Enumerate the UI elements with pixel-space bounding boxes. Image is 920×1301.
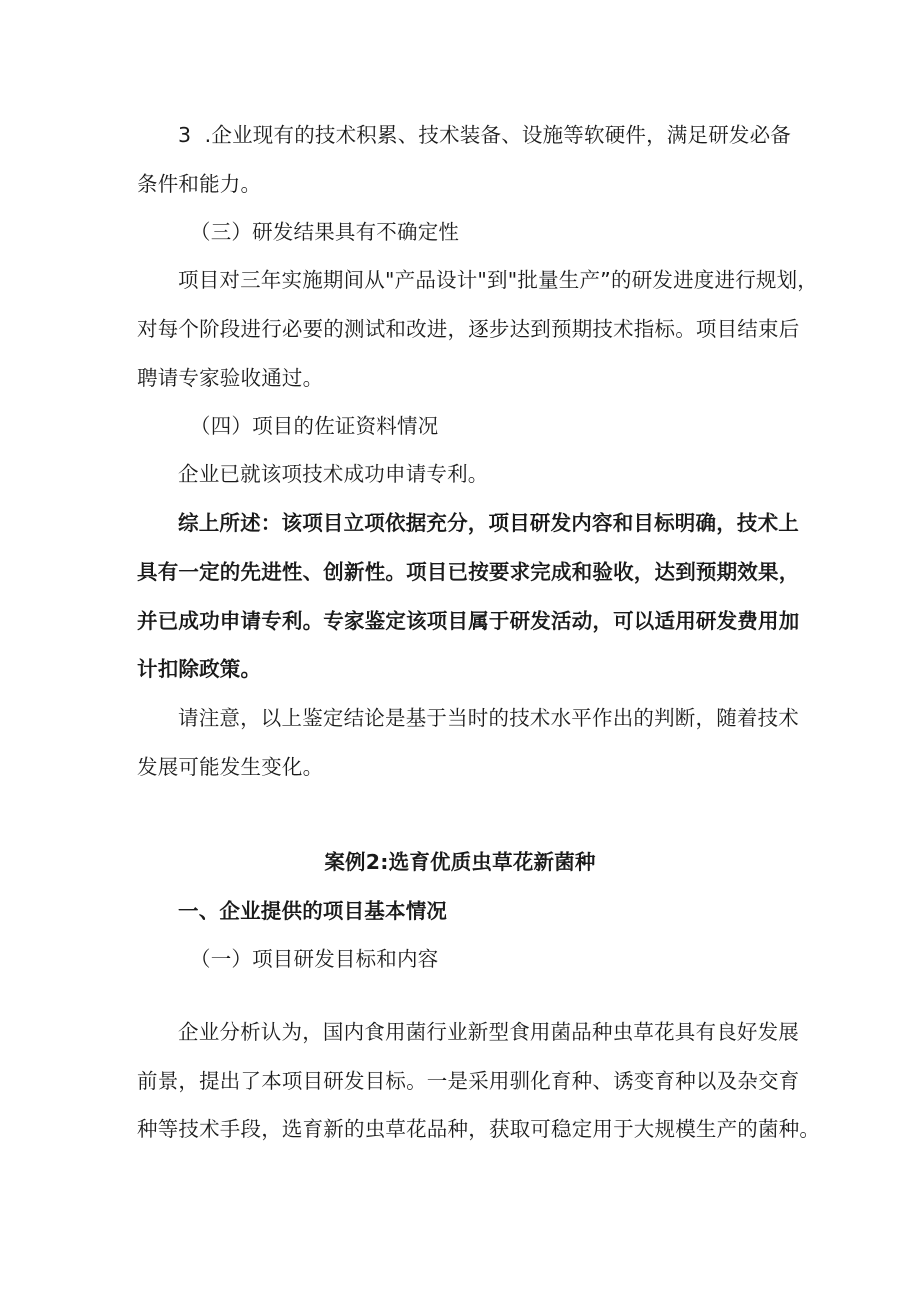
case2-section-heading: 一、企业提供的项目基本情况: [178, 899, 448, 923]
case2-sub-heading: （一）项目研发目标和内容: [190, 947, 439, 971]
summary-line4: 计扣除政策。: [137, 657, 262, 681]
case2-para-line1: 企业分析认为，国内食用菌行业新型食用菌品种虫草花具有良好发展: [178, 1020, 799, 1044]
note-line2: 发展可能发生变化。: [137, 755, 324, 779]
para3-line3: 聘请专家验收通过。: [137, 366, 324, 390]
summary-line2: 具有一定的先进性、创新性。项目已按要求完成和验收，达到预期效果，: [137, 560, 800, 584]
summary-line3: 并已成功申请专利。专家鉴定该项目属于研发活动，可以适用研发费用加: [137, 609, 800, 633]
item3-line2: 条件和能力。: [137, 172, 262, 196]
note-line1: 请注意，以上鉴定结论是基于当时的技术水平作出的判断，随着技术: [178, 706, 799, 730]
para4-line1: 企业已就该项技术成功申请专利。: [178, 462, 489, 486]
item3-line1: 3 .企业现有的技术积累、技术装备、设施等软硬件，满足研发必备: [178, 123, 791, 147]
para3-line2: 对每个阶段进行必要的测试和改进，逐步达到预期技术指标。项目结束后: [137, 317, 800, 341]
case2-title: 案例2:选育优质虫草花新菌种: [324, 850, 596, 874]
case2-para-line3: 种等技术手段，选育新的虫草花品种，获取可稳定用于大规模生产的菌种。: [137, 1117, 821, 1141]
heading-three: （三）研发结果具有不确定性: [190, 220, 460, 244]
case2-para-line2: 前景，提出了本项目研发目标。一是采用驯化育种、诱变育种以及杂交育: [137, 1069, 800, 1093]
para3-line1: 项目对三年实施期间从"产品设计"到"批量生产”的研发进度进行规划，: [178, 268, 819, 292]
summary-line1: 综上所述：该项目立项依据充分，项目研发内容和目标明确，技术上: [178, 511, 799, 535]
heading-four: （四）项目的佐证资料情况: [190, 414, 439, 438]
